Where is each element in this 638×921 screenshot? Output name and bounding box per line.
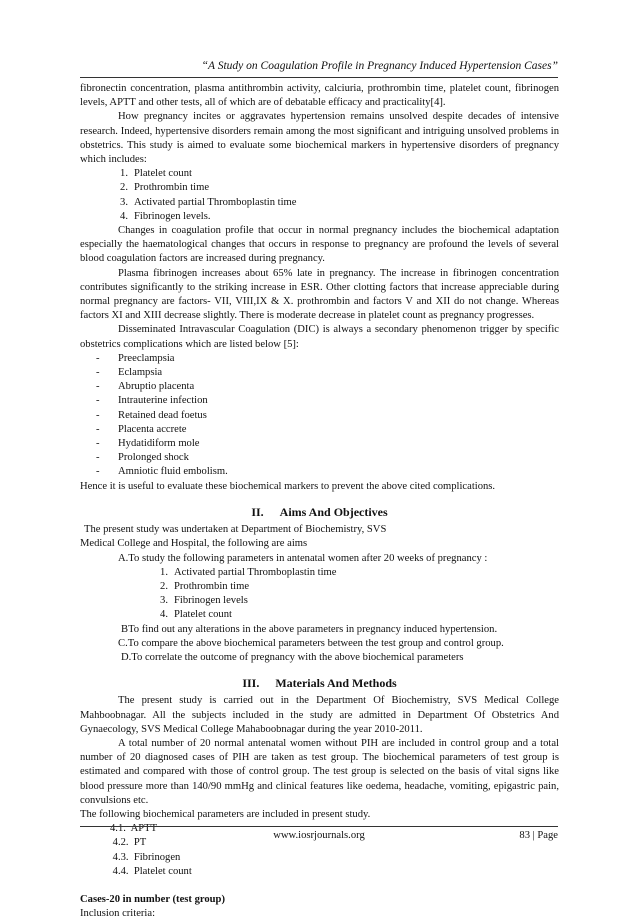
header-divider [80, 77, 558, 78]
list-item-text: Prothrombin time [134, 182, 210, 194]
list-number: 3. [120, 196, 128, 208]
list-item [80, 580, 559, 594]
list-item-text: Abruptio placenta [118, 381, 195, 393]
list-dash: - [96, 452, 100, 464]
list-dash: - [96, 466, 100, 478]
paragraph-hypertension: How pregnancy incites or aggravates hypertension remains unsolved despite decades of intensive research. Indeed, hypertensive disorders remain among the most significant and intriguing unsolved problems in obstetrics. This study is aimed to evaluate some biochemical markers in hypertensive disorders of pregnancy which includes: [80, 111, 559, 166]
section-heading-aims [80, 505, 559, 519]
section-title: Aims And Objectives [279, 504, 388, 519]
list-number: 4. [160, 609, 168, 621]
list-item [80, 181, 559, 195]
parameters-list [80, 566, 559, 623]
list-item [80, 380, 559, 394]
list-dash: - [96, 438, 100, 450]
article-body [80, 82, 559, 921]
aims-intro-line: Medical College and Hospital, the following are aims [80, 538, 308, 550]
journal-url: www.iosrjournals.org [273, 830, 365, 841]
aim-a: A.To study the following parameters in antenatal women after 20 weeks of pregnancy : [118, 552, 488, 564]
list-item [80, 451, 559, 465]
cases-heading: Cases-20 in number (test group) [80, 893, 225, 905]
list-item [80, 437, 559, 451]
list-item-text: Intrauterine infection [118, 395, 208, 407]
paragraph-continuation: fibronectin concentration, plasma antithrombin activity, calciuria, prothrombin time, platelet count, fibrinogen levels, APTT and other tests, all of which are of debatable efficacy and practicality[4]. [80, 83, 559, 109]
list-item [80, 196, 559, 210]
list-number: 1. [160, 566, 168, 578]
paragraph-study-setting: The present study is carried out in the Department Of Biochemistry, SVS Medical College Mahboobnagar. All the subjects included in the study are admitted in Department Of Obstetrics And Gynaecology, SVS Medical College Mahaboobnagar during the year 2010-2011. [80, 695, 559, 735]
list-item-text: Fibrinogen levels [174, 595, 248, 607]
list-item: 4.3. Fibrinogen [110, 851, 181, 863]
list-item-text: Prolonged shock [118, 452, 189, 464]
list-item: 4.2. PT [110, 837, 147, 849]
list-number: 2. [120, 182, 128, 194]
list-dash: - [96, 381, 100, 393]
list-item [80, 366, 559, 380]
list-item [80, 409, 559, 423]
paragraph-conclusion: Hence it is useful to evaluate these biochemical markers to prevent the above cited complications. [80, 480, 496, 492]
page-number: 83 | Page [519, 830, 558, 841]
paragraph-study-groups: A total number of 20 normal antenatal women without PIH are included in control group and a total number of 20 diagnosed cases of PIH are taken as test group. The biochemical parameters of test group is estimated and compared with those of control group. The test group is selected on the basis of vital signs like blood pressure more than 140/90 mmHg and clinical features like oedema, headache, vomiting, epigastric pain, convulsions etc. [80, 737, 559, 806]
list-item-text: Activated partial Thromboplastin time [134, 196, 297, 208]
list-item-text: Preeclampsia [118, 352, 175, 364]
list-dash: - [96, 409, 100, 421]
list-item [80, 566, 559, 580]
list-item-text: Prothrombin time [174, 580, 250, 592]
list-number: 2. [160, 580, 168, 592]
footer-divider [80, 826, 558, 827]
list-item [80, 210, 559, 224]
list-dash: - [96, 367, 100, 379]
paragraph-parameters-intro: The following biochemical parameters are included in present study. [80, 808, 371, 820]
markers-list [80, 167, 559, 224]
list-item-text: Placenta accrete [118, 423, 187, 435]
list-item-text: Activated partial Thromboplastin time [174, 566, 337, 578]
list-item [80, 608, 559, 622]
list-item-text: Platelet count [174, 609, 232, 621]
list-number: 4. [120, 210, 128, 222]
list-item [80, 394, 559, 408]
section-title: Materials And Methods [275, 676, 397, 691]
list-number: 1. [120, 168, 128, 180]
list-item [80, 465, 559, 479]
aims-intro-line: The present study was undertaken at Department of Biochemistry, SVS [84, 524, 387, 536]
list-item-text: Platelet count [134, 168, 192, 180]
running-header: “A Study on Coagulation Profile in Pregnancy Induced Hypertension Cases” [201, 60, 558, 72]
complications-list [80, 352, 559, 480]
list-dash: - [96, 395, 100, 407]
list-item-text: Fibrinogen levels. [134, 210, 211, 222]
list-item-text: Amniotic fluid embolism. [118, 466, 228, 478]
list-item-text: Eclampsia [118, 367, 163, 379]
section-number: III. [242, 676, 260, 691]
paragraph-dic: Disseminated Intravascular Coagulation (DIC) is always a secondary phenomenon trigger by specific obstetrics complications which are listed below [5]: [80, 324, 559, 350]
list-dash: - [96, 423, 100, 435]
list-item [80, 352, 559, 366]
list-item-text: Hydatidiform mole [118, 438, 200, 450]
list-item: 4.1. APTT [110, 823, 158, 835]
paragraph-fibrinogen: Plasma fibrinogen increases about 65% late in pregnancy. The increase in fibrinogen concentration contributes significantly to the striking increase in ESR. Other clotting factors that increase appreciable during normal pregnancy are factors- VII, VIII,IX & X. prothrombin and factors V and XII do not change. Whereas factors XI and XIII decrease slightly. There is moderate decrease in platelet count as pregnancy progresses. [80, 267, 559, 322]
list-number: 3. [160, 595, 168, 607]
aim-b: BTo find out any alterations in the above parameters in pregnancy induced hypertension. [121, 623, 498, 635]
list-item [80, 594, 559, 608]
section-heading-methods [80, 676, 559, 690]
list-item [80, 423, 559, 437]
aim-c: C.To compare the above biochemical parameters between the test group and control group. [118, 637, 504, 649]
list-item-text: Retained dead foetus [118, 409, 207, 421]
list-item [80, 167, 559, 181]
list-item: 4.4. Platelet count [110, 865, 192, 877]
inclusion-criteria-label: Inclusion criteria: [80, 908, 156, 920]
aim-d: D.To correlate the outcome of pregnancy with the above biochemical parameters [121, 651, 464, 663]
list-dash: - [96, 352, 100, 364]
paragraph-coagulation-changes: Changes in coagulation profile that occur in normal pregnancy includes the biochemical adaptation especially the haematological changes that occurs in response to pregnancy are profound the levels of several blood coagulation factors are increased during pregnancy. [80, 225, 559, 265]
section-number: II. [251, 504, 264, 519]
